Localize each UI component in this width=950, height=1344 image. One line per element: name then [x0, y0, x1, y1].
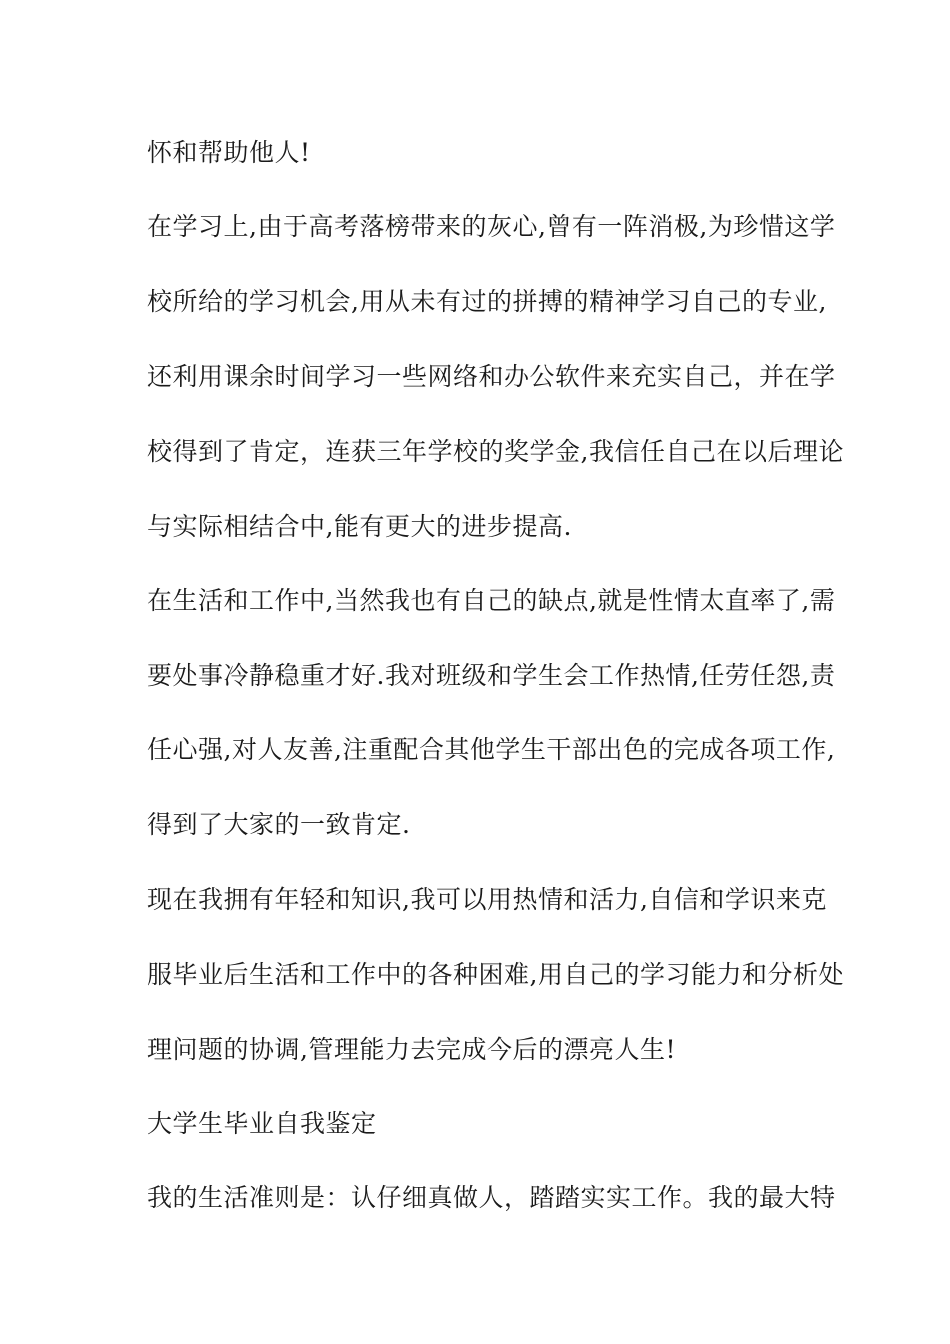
- text-line-15: 我的生活准则是：认仔细真做人，踏踏实实工作。我的最大特: [147, 1183, 836, 1212]
- section-heading: 大学生毕业自我鉴定: [147, 1109, 377, 1138]
- text-line-11: 现在我拥有年轻和知识,我可以用热情和活力,自信和学识来克: [147, 885, 827, 914]
- text-line-10: 得到了大家的一致肯定.: [147, 810, 411, 839]
- text-line-5: 校得到了肯定，连获三年学校的奖学金,我信任自己在以后理论: [147, 437, 844, 466]
- text-line-4: 还利用课余时间学习一些网络和办公软件来充实自己，并在学: [147, 362, 836, 391]
- text-line-3: 校所给的学习机会,用从未有过的拼搏的精神学习自己的专业,: [147, 287, 827, 316]
- text-line-8: 要处事冷静稳重才好.我对班级和学生会工作热情,任劳任怨,责: [147, 661, 836, 690]
- text-line-9: 任心强,对人友善,注重配合其他学生干部出色的完成各项工作,: [147, 735, 836, 764]
- text-line-13: 理问题的协调,管理能力去完成今后的漂亮人生!: [147, 1035, 676, 1064]
- text-line-12: 服毕业后生活和工作中的各种困难,用自己的学习能力和分析处: [147, 960, 844, 989]
- text-line-6: 与实际相结合中,能有更大的进步提高.: [147, 512, 572, 541]
- text-line-2: 在学习上,由于高考落榜带来的灰心,曾有一阵消极,为珍惜这学: [147, 212, 836, 241]
- text-line-1: 怀和帮助他人!: [147, 138, 311, 167]
- text-line-7: 在生活和工作中,当然我也有自己的缺点,就是性情太直率了,需: [147, 586, 836, 615]
